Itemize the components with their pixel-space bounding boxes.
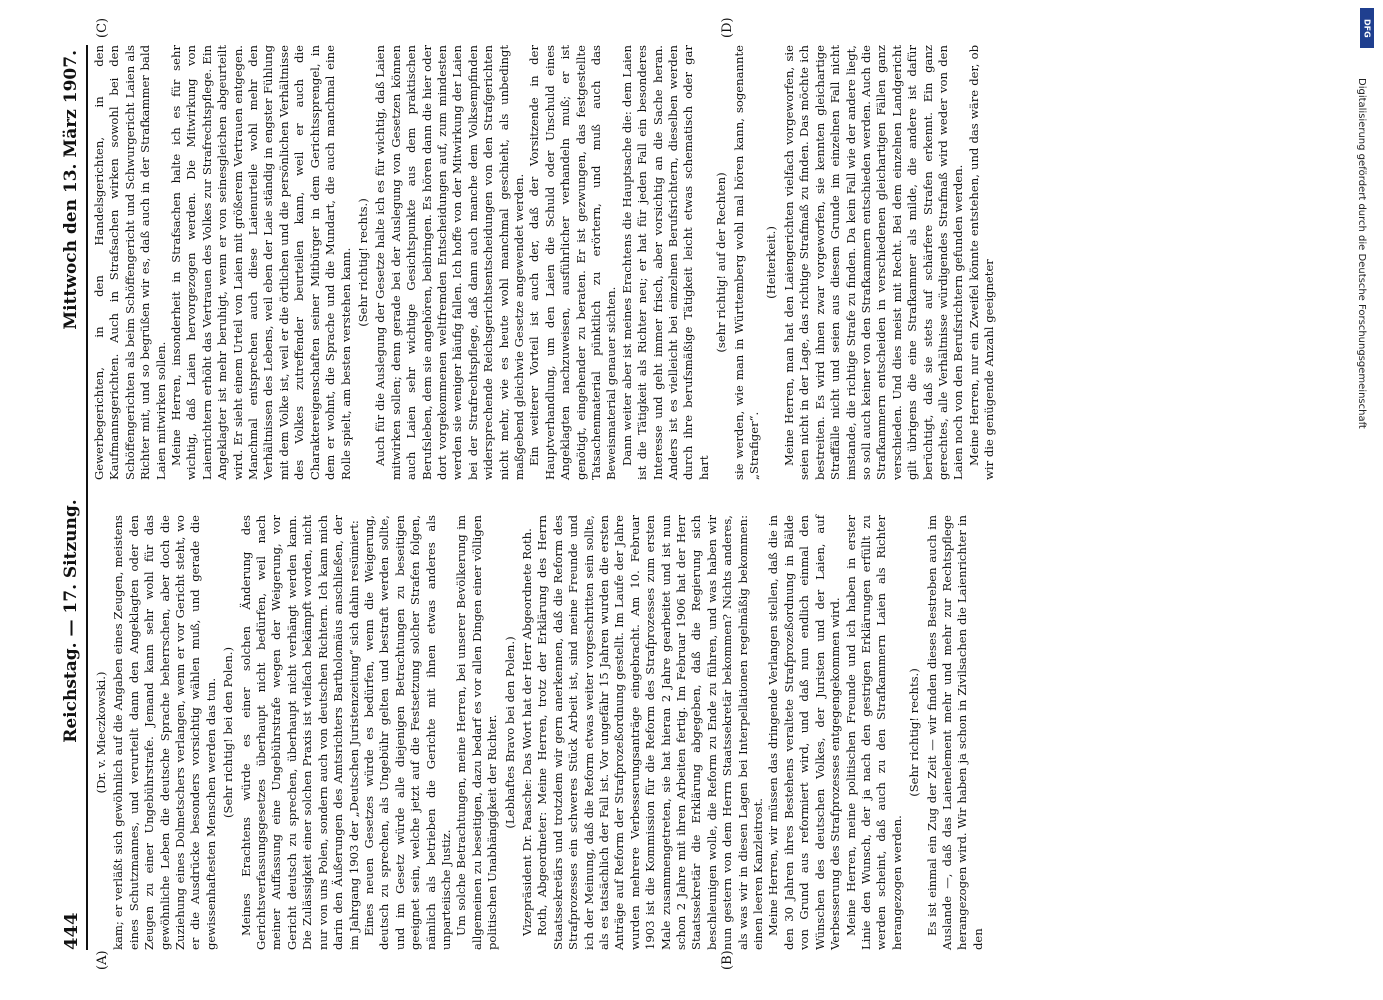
paragraph: Meine Herren, man hat den Laiengerichten vielfach vorgeworfen, sie seien nicht in der Lage, das richtige Strafmaß zu finden. Das möchte ich bestreiten. Es wird ihnen zwar vorgeworfen, sie kennten gleichartige Straffälle nicht und seien aus diesem Grunde im einzelnen Fall nicht imstande, die richtige Strafe zu finden. Da kein Fall wie der andere liegt, so soll auch keiner von den Strafkammern entschieden werden. Auch die Strafkammern entscheiden in verschiedenen gleichartigen Fällen ganz verschieden. Und dies meist mit Recht. Bei dem einzelnen Landgericht gilt übrigens die eine Strafkammer als milde, die andere ist dafür berüchtigt, daß sie stets auf schärfere Strafen erkennt. Ein ganz gerechtes, alle Verhältnisse würdigendes Strafmaß wird weder von den Laien noch von den Berufsrichtern gefunden werden.: [781, 45, 966, 480]
dfg-logo: DFG: [1360, 8, 1374, 48]
digitization-note: [1335, 8, 1375, 998]
paragraph: Meine Herren, wir müssen das dringende Verlangen stellen, daß die in den 30 Jahren ihres Bestehens veraltete Strafprozeßordnung in Bälde von Grund aus reformiert wird, und daß nun endlich einmal den Wünschen des deutschen Volkes, der Juristen und der Laien, auf Verbesserung des Strafprozesses entgegengekommen wird.: [766, 515, 843, 950]
paragraph: Meine Herren, insonderheit in Strafsachen halte ich es für sehr wichtig, daß Laien hervorgezogen werden. Die Mitwirkung von Laienrichtern erhöht das Vertrauen des Volkes zur Strafrechtspflege. Ein Angeklagter ist mehr beruhigt, wenn er von seinesgleichen abgeurteilt wird. Er sieht einem Urteil von Laien mit größerem Vertrauen entgegen. Manchmal entsprechen auch diese Laienurteile wohl mehr den Verhältnissen des Lebens, weil eben der Laie ständig in engster Fühlung mit dem Volke ist, weil er die örtlichen und die persönlichen Verhältnisse des Volkes zutreffender beurteilen kann, weil er auch die Charaktereigenschaften seiner Mitbürger in dem Gerichtssprengel, in dem er wohnt, die Sprache und die Mundart, die auch manchmal eine Rolle spielt, am besten verstehen kann.: [169, 45, 353, 480]
paragraph: Ein weiterer Vorteil ist auch der, daß der Vorsitzende in der Hauptverhandlung, um den Laien die Schuld oder Unschuld eines Angeklagten nachzuweisen, ausführlicher verhandeln muß; er ist genötigt, eingehender zu beraten. Er ist gezwungen, das festgestellte Tatsachenmaterial pünktlich zu erörtern, und muß auch das Beweismaterial genauer sichten.: [527, 45, 619, 480]
chair-statement: Vizepräsident Dr. Paasche: Das Wort hat der Herr Abgeordnete Roth.: [519, 528, 534, 936]
interjection: (sehr richtig! auf der Rechten): [714, 172, 729, 353]
paragraph: Meine Herren, meine politischen Freunde und ich haben in erster Linie den Wunsch, der ja nach den gestrigen Erklärungen erfüllt zu werden scheint, daß auch zu den Strafkammern Laien als Richter herangezogen werden.: [843, 515, 904, 950]
interjection: (Sehr richtig! rechts.): [355, 198, 370, 327]
page-header: [58, 50, 84, 950]
page-number: 444: [60, 912, 82, 950]
header-rule: [86, 45, 88, 950]
interjection: (Sehr richtig! bei den Polen.): [221, 646, 236, 819]
paragraph: Roth, Abgeordneter: Meine Herren, trotz der Erklärung des Herrn Staatssekretärs und trotzdem wir gern anerkennen, daß die Reform des Strafprozesses ein schweres Stück Arbeit ist, sind meine Freunde und ich der Meinung, daß die Reform etwas weiter vorgeschritten sein sollte, als es tatsächlich der Fall ist. Vor ungefähr 15 Jahren wurden die ersten Anträge auf Reform der Strafprozeßordnung gestellt. Im Laufe der Jahre wurden mehrere Verbesserungsanträge eingebracht. Am 10. Februar 1903 ist die Kommission für die Reform des Strafprozesses zum ersten Male zusammengetreten, sie hat hieran 2 Jahre gearbeitet und ist nun schon 2 Jahre mit ihren Arbeiten fertig. Im Februar 1906 hat der Herr Staatssekretär die Erklärung abgegeben, daß die Regierung sich beschleunigen wolle, die Reform zu Ende zu führen, und was haben wir nun gestern von dem Herrn Staatssekretär bekommen? Nichts anderes, als was wir in diesen Lagen bei Interpellationen regelmäßig bekommen: einen leeren Kanzleitrost.: [535, 515, 766, 950]
interjection: (Sehr richtig! rechts.): [907, 668, 922, 797]
speaker-reference: (Dr. v. Mieczkowski.): [94, 671, 108, 794]
digitization-note-text: Digitalisierung gefördert durch die Deutsche Forschungsgemeinschaft: [1356, 78, 1367, 429]
paragraph: Meines Erachtens würde es einer solchen Änderung des Gerichtsverfassungsgesetzes überhaupt nicht bedürfen, weil nach meiner Auffassung eine Ungebührstrafe wegen der Weigerung, vor Gericht deutsch zu sprechen, überhaupt nicht verhängt werden kann. Die Zulässigkeit einer solchen Praxis ist vielfach bekämpft worden, nicht nur von uns Polen, sondern auch von deutschen Richtern. Ich kann mich darin den Äußerungen des Amtsrichters Bartholomäus anschließen, der im Jahrgang 1903 der „Deutschen Juristenzeitung“ sich dahin resümiert:: [238, 515, 361, 950]
quotation: Eines neuen Gesetzes würde es bedürfen, wenn die Weigerung, deutsch zu sprechen, als Ungebühr gelten und bestraft werden sollte, und im Gesetz würde alle diejenigen Betrachtungen zu beseitigen geeignet sein, welche jetzt auf die Festsetzung solcher Strafen folgen, nämlich als betrieben die Gerichte mit ihnen etwas anderes als unparteiische Justiz.: [361, 515, 453, 950]
header-left-title: Reichstag. — 17. Sitzung.: [61, 499, 81, 743]
paragraph: Dann weiter aber ist meines Erachtens die Hauptsache die: dem Laien ist die Tätigkeit als Richter neu; er hat für jeden Fall ein besonderes Interesse und geht immer frisch, aber vorsichtig an die Sache heran. Anders ist es vielleicht bei einzelnen Berufsrichtern, dieselben werden durch ihre berufsmäßige Tätigkeit leicht etwas schematisch oder gar hart: [619, 45, 711, 480]
paragraph: Meine Herren, nur ein Zweifel könnte entstehen, und das wäre der, ob wir die genügende Anzahl geeigneter: [966, 45, 997, 480]
paragraph: Um solche Betrachtungen, meine Herren, bei unserer Bevölkerung im allgemeinen zu beseitigen, dazu bedarf es vor allen Dingen einer völligen politischen Unabhängigkeit der Richter.: [454, 515, 500, 950]
margin-marker-c: (C): [95, 17, 110, 38]
paragraph: Es ist einmal ein Zug der Zeit — wir finden dieses Bestreben auch im Auslande —, daß das Laienelement mehr und mehr zur Rechtspflege herangezogen wird. Wir haben ja schon in Zivilsachen die Laienrichter in den: [924, 515, 985, 950]
margin-marker-a: (A): [95, 950, 110, 970]
paragraph: kam; er verläßt sich gewöhnlich auf die Angaben eines Zeugen, meistens eines Schutzmannes, und verurteilt dann den Angeklagten oder den Zeugen zu einer Ungebührstrafe. Jemand kann sehr wohl für das gewöhnliche Leben die deutsche Sprache beherrschen, aber doch die Zuziehung eines Dolmetschers verlangen, wenn er vor Gericht steht, wo er die Ausdrücke besonders vorsichtig wählen muß, und gerade die gewissenhaftesten Menschen werden das tun.: [111, 515, 218, 950]
margin-marker-b: (B): [720, 950, 735, 970]
paragraph: sie werden, wie man in Württemberg wohl mal hören kann, sogenannte „Strafiger“.: [731, 45, 762, 480]
paragraph: Gewerbegerichten, in den Handelsgerichten, in den Kaufmannsgerichten. Auch in Strafsachen wirken sowohl bei den Schöffengerichten als beim Schöffengericht und Schwurgericht Laien als Richter mit, und so begrüßen wir es, daß auch in der Strafkammer bald Laien mitwirken sollen.: [92, 45, 168, 480]
margin-marker-d: (D): [720, 17, 735, 38]
right-column: [92, 45, 998, 480]
interjection: (Lebhaftes Bravo bei den Polen.): [502, 636, 517, 829]
paragraph: Auch für die Auslegung der Gesetze halte ich es für wichtig, daß Laien mitwirken sollen; denn gerade bei der Auslegung von Gesetzen können auch Laien sehr wichtige Gesichtspunkte aus dem praktischen Berufsleben, dem sie angehören, beibringen. Es hören dann die hier oder dort vorgekommenen weltfremden Entscheidungen auf, zum mindesten werden sie weniger häufig fallen. Ich hoffe von der Mitwirkung der Laien bei der Strafrechtspflege, daß dann auch manche dem Volksempfinden widersprechende Reichsgerichtsentscheidungen von den Strafgerichten nicht mehr, wie es heute wohl manchmal geschieht, als unbedingt maßgebend gleichwie Gesetze angewendet werden.: [373, 45, 526, 480]
left-column: [92, 515, 986, 950]
interjection: (Heiterkeit.): [764, 226, 779, 299]
header-right-title: Mittwoch den 13. März 1907.: [61, 50, 81, 330]
